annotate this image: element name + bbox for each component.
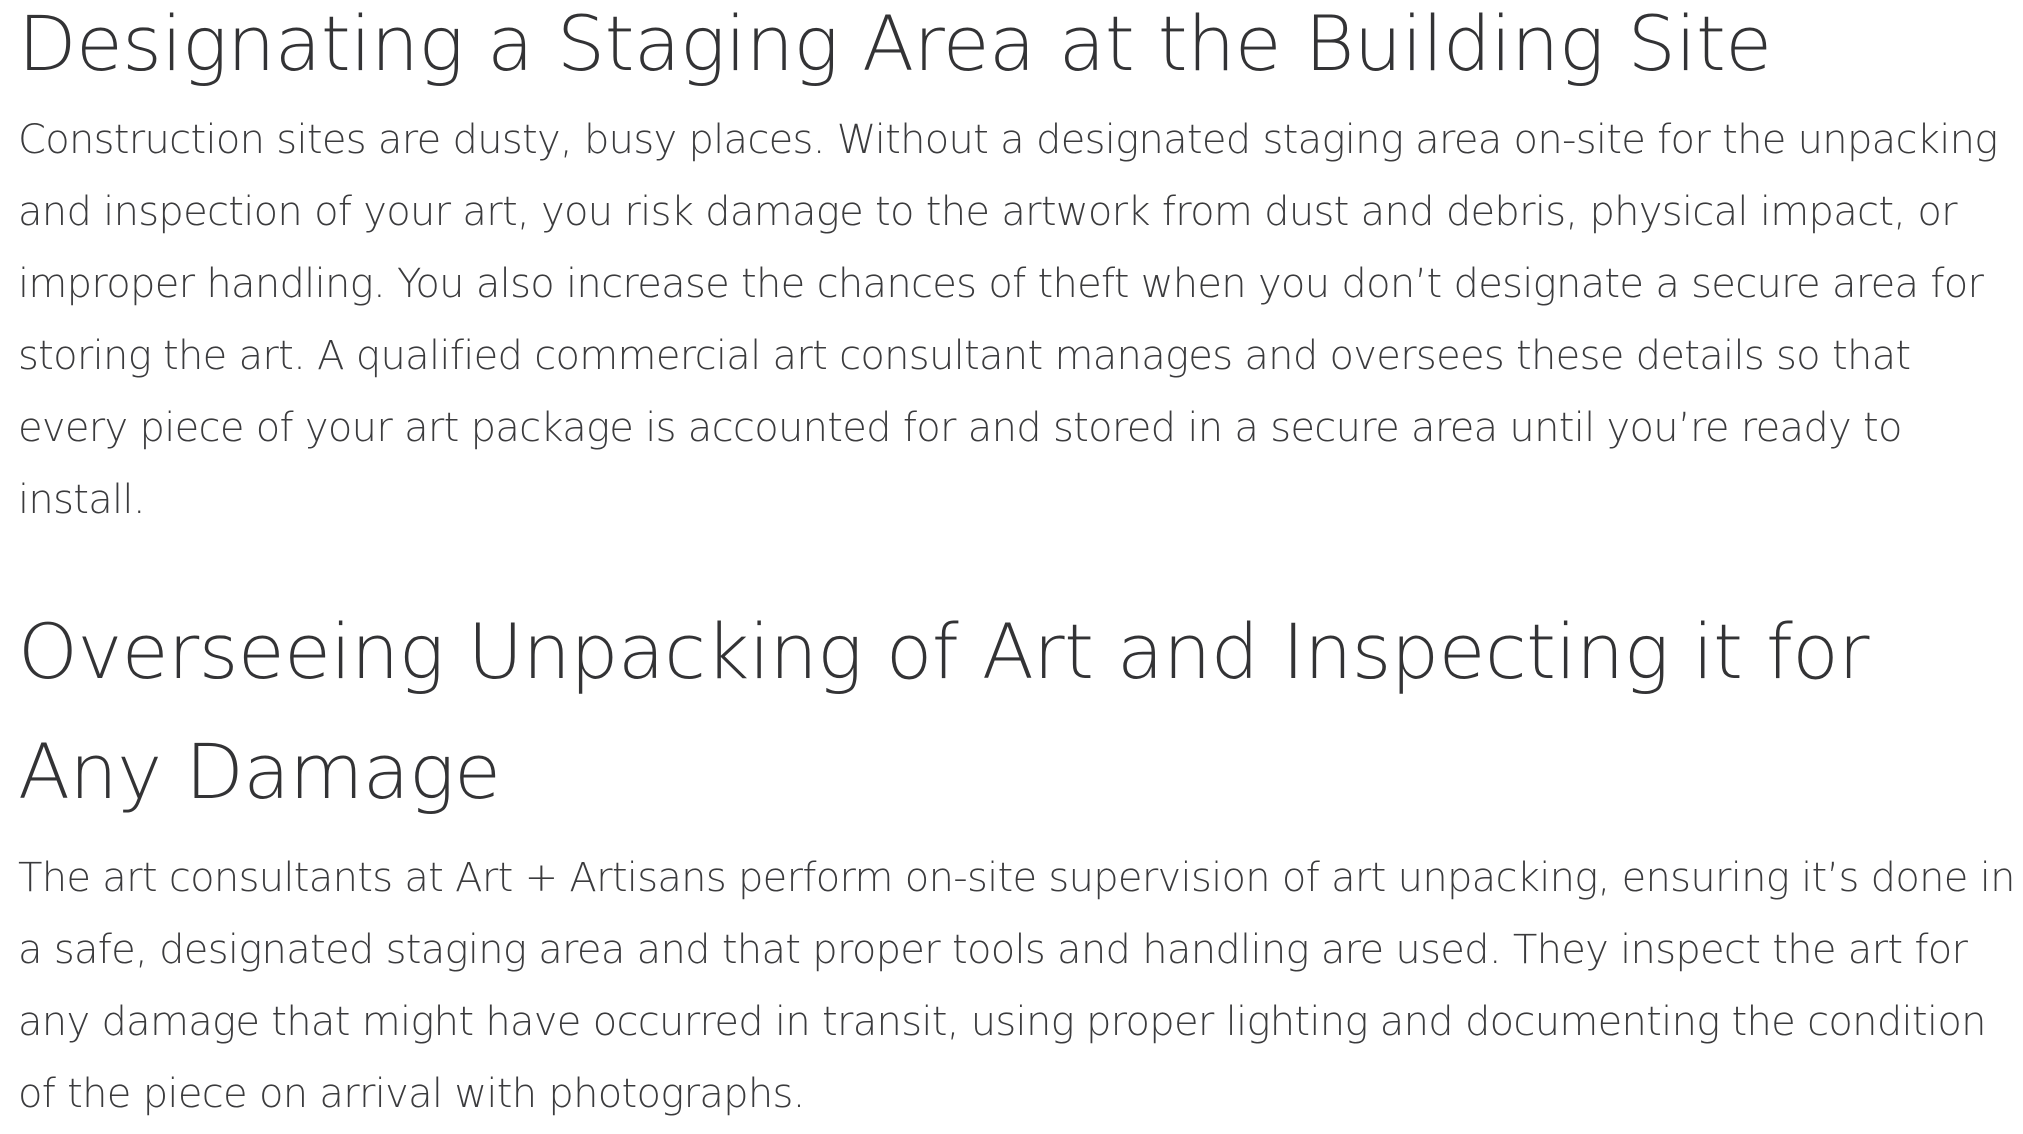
staging-area-heading: Designating a Staging Area at the Building Site (18, 0, 1772, 88)
staging-area-paragraph: Construction sites are dusty, busy places. Without a designated staging area on-site for the unpacking and inspection of your art, you risk damage to the artwork from dust and debris, physical impact, or improper handling. You also increase the chances of theft when you don’t designate a secure area for storing the art. A qualified commercial art consultant manages and oversees these details so that every piece of your art package is accounted for and stored in a secure area until you’re ready to install. (18, 117, 1998, 523)
unpacking-inspection-section (18, 592, 2023, 1130)
unpacking-inspection-heading: Overseeing Unpacking of Art and Inspecting it for Any Damage (18, 607, 1870, 816)
unpacking-inspection-paragraph: The art consultants at Art + Artisans perform on-site supervision of art unpacking, ensuring it’s done in a safe, designated staging area and that proper tools and handling are used. They inspect the art for any damage that might have occurred in transit, using proper lighting and documenting the condition of the piece on arrival with photographs. (18, 855, 2015, 1117)
staging-area-section (18, 0, 2023, 536)
